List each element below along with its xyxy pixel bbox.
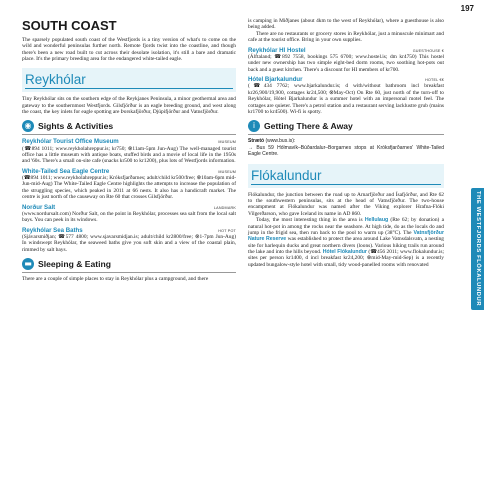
body-paragraph [248, 217, 444, 268]
nature-reserve-link[interactable]: Vatnsfjörður Nature Reserve [248, 230, 444, 243]
sleeping-heading: Sleeping & Eating [38, 258, 112, 269]
section-intro: Tiny Reykhólar sits on the southern edge of the Reykjanes Peninsula, a minor geothermal area and gateway to the southernmost Westfjords. Gilsfjörður is an eagle breeding ground, and west along the coast, the key inlets for eagle spotting are Þorskafjörður, Djúpifjörður and Vatnsfjörður. [22, 96, 236, 116]
listing-type: LANDMARK [213, 205, 236, 210]
listing-text: (☎894 1011; www.reykholahreppur.is; kr750; ⊗11am-5pm Jun-Aug) The well-managed tourist office has a little museum with antique boats, stuffed birds and a movie of local life in the 1950s and '60s. There's a small on-site cafe (snacks kr500 to kr1200), plus lots of Westfjords information. [22, 145, 236, 165]
sleeping-subheading [22, 258, 236, 273]
listing-text: (www.nordursalt.com) Norður Salt, on the point in Reykhólar, processes sea salt from the local salt bays. You can peek in its windows. [22, 210, 236, 224]
text-run: (☎456 2011; www.flokalundur.is; sites per person kr1400, d incl breakfast kr24,200; ⊗mid-May-mid-Sep) is a recently updated bungalow-style hotel with small, tidy wood-panelled rooms with renovated [248, 249, 445, 268]
listing-type: MUSEUM [218, 140, 236, 145]
listing-name[interactable]: Reykhólar Sea Baths [22, 226, 83, 234]
region-intro: The sparsely populated south coast of the Westfjords is a tiny version of what's to come on the wild and wonderful peninsulas further north. Remote fjords twist into the coastline, and though there's been a new road built to cut across their desolate isolation, it's still a bare and dramatic place. It's the primary breeding area for the endangered white-tailed eagle. [22, 37, 236, 63]
listing [22, 168, 236, 201]
listing-text: (☎434 7762; www.bjarkalundur.is; d with/without bathroom incl breakfast kr26,900/19,900, cottages kr24,500; ⊗May-Oct) On Rte 60, just north of the turn-off to Reykhólar, Hótel Bjarkalundur is a summer hotel with an impersonal motel feel. The cottages are quieter. There's a petrol station and a restaurant serving lacklustre grub (mains kr1700 to kr4500). Wi-fi is spotty. [248, 83, 444, 115]
listing-name[interactable]: Hótel Bjarkalundur [248, 76, 303, 84]
listing-header [22, 227, 236, 234]
listing-header [22, 204, 236, 211]
body-paragraph: There are no restaurants or grocery stores in Reykhólar, just a minuscule minimart and cafe at the tourist office. Bring in your own supplies. [248, 31, 444, 44]
listing [22, 204, 236, 224]
left-column [22, 18, 236, 283]
region-title: SOUTH COAST [22, 18, 117, 33]
section-title: Flókalundur [251, 168, 441, 185]
bed-icon: ▬ [22, 258, 34, 270]
listing-name[interactable]: Reykhólar Tourist Office Museum [22, 138, 119, 146]
page-number: 197 [460, 4, 474, 13]
side-tab-label: THE WESTFJORDS FLÓKALUNDUR [475, 191, 481, 307]
text-run: (Rte 62; by donation) a natural hot-pot in among the rocks near the seashore. At high tide, do as the locals do and jump in the frigid sea, then run back to the pool to warm up (38°C). The [248, 217, 444, 237]
getting-heading: Getting There & Away [264, 121, 353, 132]
body-paragraph: is camping in Miðjanes (about 4km to the west of Reykhólar), where a guesthouse is also being added. [248, 18, 444, 31]
text-run: Today, the most interesting thing in the area is [256, 217, 365, 224]
transport-info [248, 138, 444, 144]
sights-subheading [22, 120, 236, 135]
getting-subheading [248, 120, 444, 135]
transport-label: Strætó [248, 138, 265, 145]
right-column [248, 18, 444, 269]
transport-url[interactable]: (www.bus.is): [265, 138, 296, 145]
listing-text: (Sjávarsmiðjan; ☎577 4800; www.sjavarsmidjan.is; adult/child kr2800/free; ⊗1-7pm Jun-Aug) In windswept Reykhólar, the seaweed baths give you soft skin and a view of the coastal plain, rimmed by salt bays. [22, 233, 236, 253]
listing-name[interactable]: White-Tailed Sea Eagle Centre [22, 167, 110, 175]
hellulaug-link[interactable]: Hellulaug [364, 217, 389, 224]
listing [248, 76, 444, 115]
binoculars-icon: ◉ [22, 120, 34, 132]
section-title: Reykhólar [25, 72, 233, 89]
sleeping-intro: There are a couple of simple places to stay in Reykhólar plus a campground, and there [22, 275, 209, 282]
listing-type: MUSEUM [218, 169, 236, 174]
listing-text: (☎894 1011; www.reykholahreppur.is; Króksfjarðarnes; adult/child kr500/free; ⊗10am-6pm mid-Jun-mid-Aug) The White-Tailed Eagle Centre highlights the attempts to increase the population of the struggling species, which peaked in 2011 at 66 nests. It also has a handicraft market. The centre is just north of the causeway on Rte 60 that crosses Gilsfjörður. [22, 175, 236, 201]
listing-type: HOTEL €€ [425, 78, 444, 83]
listing [22, 227, 236, 253]
listing-text: (Álftaland; ☎892 7558, bookings 575 6700; www.hostel.is; dm kr4750) This hostel under new ownership has two simple eight-bed dorm rooms, two soothing hot-pots out back and a guest kitchen. There's a discount for HI members of kr700. [248, 54, 444, 73]
listing-header [248, 47, 444, 54]
section-header-flokalundur [248, 164, 444, 188]
listing-header [22, 138, 236, 145]
sights-heading: Sights & Activities [38, 121, 114, 132]
listing [248, 47, 444, 73]
text-run: was established to protect the area around Lake Vatnsdalsvatn, a nesting site for harlequin ducks and great northern divers (loons). Various hiking trails run around the lake and into the hills beyond. [248, 236, 444, 256]
hotel-flokalundur-link[interactable]: Hótel Flókalundur [322, 249, 367, 256]
listing-name[interactable]: Norður Salt [22, 203, 56, 211]
transport-bullet: → Bus 59 Hólmavík–Búðardalur–Borgarnes stops at Króksfjarðarnes' White-Tailed Eagle Centre. [248, 144, 444, 158]
listing-name[interactable]: Reykhólar HI Hostel [248, 46, 306, 54]
listing-type: GUESTHOUSE € [412, 48, 444, 53]
section-header-reykholar [22, 68, 236, 92]
side-tab[interactable] [471, 188, 484, 310]
section-intro: Flókalundur, the junction between the road up to Arnarfjörður and Ísafjörður, and Rte 62 to the southwestern peninsulas, sits at the head of Vatnsfjörður. The two-house encampment at Flókalundur was named after the Viking explorer Hrafna-Flóki Vilgerðarson, who gave Iceland its name in AD 860. [248, 191, 444, 217]
info-icon: i [248, 120, 260, 132]
listing [22, 138, 236, 164]
listing-type: HOT POT [218, 228, 236, 233]
